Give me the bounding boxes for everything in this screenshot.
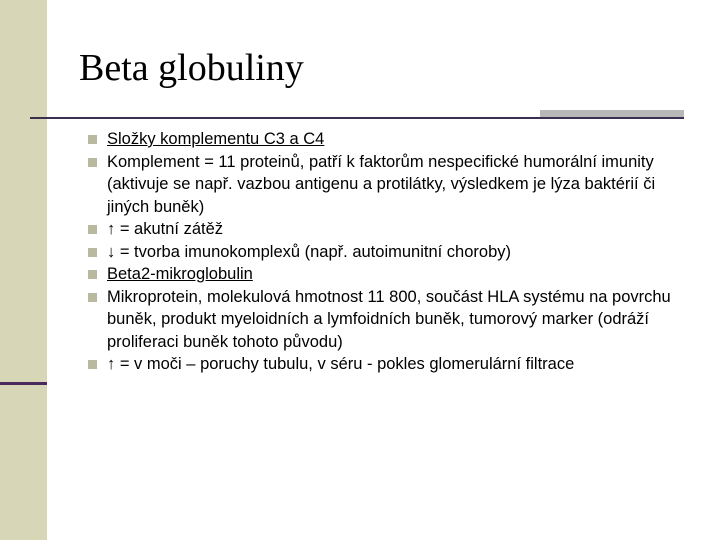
bullet-item [88, 263, 698, 286]
square-bullet-icon [88, 248, 97, 257]
square-bullet-icon [88, 360, 97, 369]
square-bullet-icon [88, 225, 97, 234]
title-rule [30, 117, 684, 119]
left-accent-line [0, 382, 47, 385]
bullet-item [88, 241, 698, 264]
square-bullet-icon [88, 270, 97, 279]
bullet-item [88, 353, 698, 376]
bullet-item [88, 218, 698, 241]
bullet-text: Komplement = 11 proteinů, patří k faktorům nespecifické humorální imunity (aktivuje se např. vazbou antigenu a protilátky, výsledkem je lýza baktérií či jiných buněk) [107, 152, 656, 216]
bullet-text: ↑ = akutní zátěž [107, 220, 224, 238]
bullet-text: Beta2-mikroglobulin [107, 265, 253, 283]
square-bullet-icon [88, 293, 97, 302]
bullet-text: ↓ = tvorba imunokomplexů (např. autoimunitní choroby) [107, 242, 511, 261]
bullet-item [88, 151, 698, 219]
bullet-list [88, 128, 698, 376]
square-bullet-icon [88, 158, 97, 167]
left-decorative-band [0, 0, 47, 540]
bullet-text: Složky komplementu C3 a C4 [107, 130, 325, 148]
slide-title: Beta globuliny [79, 47, 304, 89]
square-bullet-icon [88, 135, 97, 144]
bullet-item [88, 128, 698, 151]
bullet-text: Mikroprotein, molekulová hmotnost 11 800, součást HLA systému na povrchu buněk, produkt myeloidních a lymfoidních buněk, tumorový marker (odráží proliferaci buněk tohoto původu) [107, 287, 671, 351]
bullet-item [88, 286, 698, 354]
title-rule-accent [540, 110, 684, 117]
bullet-text: ↑ = v moči – poruchy tubulu, v séru - pokles glomerulární filtrace [107, 355, 575, 373]
